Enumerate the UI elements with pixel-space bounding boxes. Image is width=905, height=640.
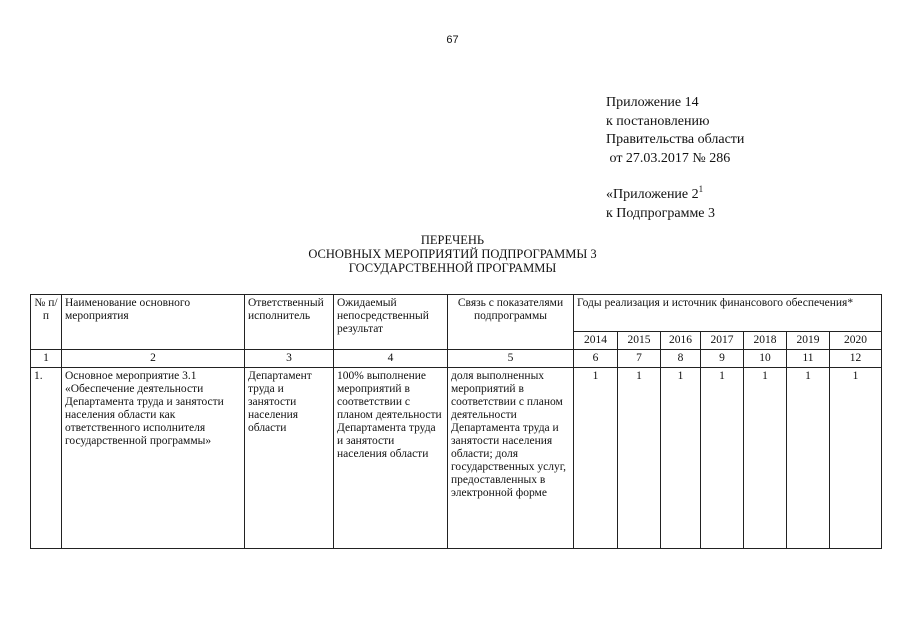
- appendix-ref-sup: 1: [698, 184, 704, 194]
- document-title: [0, 233, 905, 275]
- column-number: 10: [744, 350, 787, 368]
- title-line: ОСНОВНЫХ МЕРОПРИЯТИЙ ПОДПРОГРАММЫ 3: [308, 247, 597, 261]
- column-number: 9: [701, 350, 744, 368]
- appendix-date: от 27.03.2017 № 286: [606, 150, 731, 166]
- table-row: [31, 368, 882, 549]
- row-name: Основное мероприятие 3.1 «Обеспечение деятельности Департамента труда и занятости населения области как ответственного исполнителя государственной программы»: [62, 368, 245, 549]
- column-numbers-row: [31, 350, 882, 368]
- row-value-2018: 1: [744, 368, 787, 549]
- header-years: Годы реализация и источник финансового обеспечения*: [574, 295, 882, 332]
- page-number: 67: [446, 34, 459, 46]
- column-number: 3: [245, 350, 334, 368]
- row-executor: Департамент труда и занятости населения области: [245, 368, 334, 549]
- column-number: 6: [574, 350, 618, 368]
- appendix-ref-text: «Приложение 2: [606, 187, 699, 202]
- appendix-line: к Подпрограмме 3: [606, 205, 716, 221]
- appendix-line: к постановлению: [606, 113, 710, 129]
- column-number: 4: [334, 350, 448, 368]
- column-number: 8: [661, 350, 701, 368]
- column-number: 11: [787, 350, 830, 368]
- row-result: 100% выполнение мероприятий в соответствии с планом деятельности Департамента труда и занятости населения области: [334, 368, 448, 549]
- row-value-2019: 1: [787, 368, 830, 549]
- column-number: 7: [618, 350, 661, 368]
- column-number: 2: [62, 350, 245, 368]
- row-value-2016: 1: [661, 368, 701, 549]
- header-num: № п/п: [31, 295, 62, 350]
- column-number: 5: [448, 350, 574, 368]
- column-number: 12: [830, 350, 882, 368]
- row-value-2017: 1: [701, 368, 744, 549]
- row-link: доля выполненных мероприятий в соответствии с планом деятельности Департамента труда и занятости населения области; доля государственных услуг, предоставленных в электронной форме: [448, 368, 574, 549]
- appendix-line: Приложение 14: [606, 95, 699, 110]
- year-cell: 2020: [830, 332, 882, 350]
- year-cell: 2015: [618, 332, 661, 350]
- header-link: Связь с показателями подпрограммы: [448, 295, 574, 350]
- row-value-2020: 1: [830, 368, 882, 549]
- row-value-2014: 1: [574, 368, 618, 549]
- header-row: [31, 295, 882, 332]
- appendix-line: Правительства области: [606, 132, 745, 147]
- title-line: ГОСУДАРСТВЕННОЙ ПРОГРАММЫ: [348, 261, 557, 275]
- year-cell: 2019: [787, 332, 830, 350]
- year-cell: 2018: [744, 332, 787, 350]
- header-result: Ожидаемый непосредственный результат: [334, 295, 448, 350]
- row-num: 1.: [31, 368, 62, 549]
- appendix-ref: [606, 186, 744, 205]
- row-value-2015: 1: [618, 368, 661, 549]
- header-executor: Ответственный исполнитель: [245, 295, 334, 350]
- header-name: Наименование основного мероприятия: [62, 295, 245, 350]
- column-number: 1: [31, 350, 62, 368]
- measures-table: [30, 294, 882, 549]
- title-line: ПЕРЕЧЕНЬ: [420, 233, 485, 247]
- year-cell: 2014: [574, 332, 618, 350]
- appendix-block: [606, 94, 744, 223]
- year-cell: 2017: [701, 332, 744, 350]
- year-cell: 2016: [661, 332, 701, 350]
